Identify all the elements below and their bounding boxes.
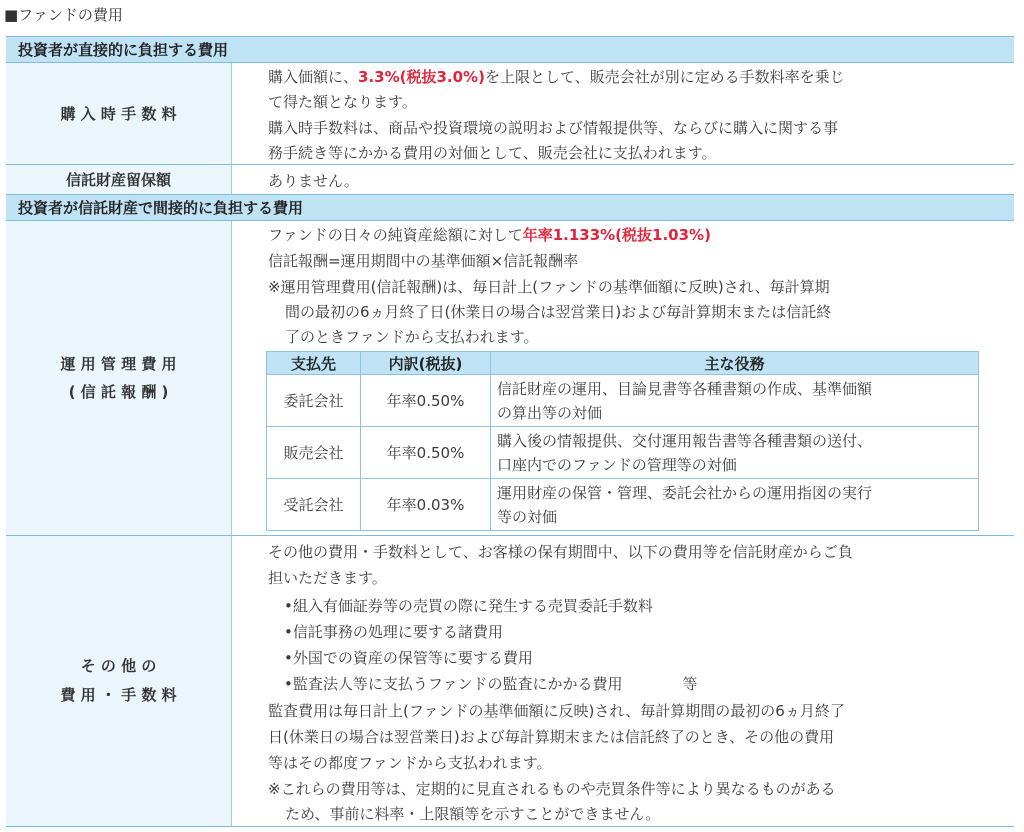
management-fee-note-line-1: ※運用管理費用(信託報酬)は、毎日計上(ファンドの基準価額に反映)され、毎計算期 — [268, 278, 830, 296]
other-fees-note-1: ※これらの費用等は、定期的に見直されるものや売買条件等により異なるものがある — [268, 780, 836, 798]
management-fee-annual-rate: 年率1.133%(税抜1.03%) — [522, 226, 711, 244]
management-fee-note-line-3: 了のときファンドから支払われます。 — [285, 328, 539, 346]
section-header-direct-costs: 投資者が直接的に負担する費用 — [6, 36, 1014, 63]
page-title: ■ファンドの費用 — [4, 6, 123, 24]
fee-breakdown-header-row — [267, 352, 979, 375]
purchase-fee-max-rate: 3.3%(税抜3.0%) — [358, 68, 485, 86]
rate-cell: 年率0.03% — [361, 479, 491, 531]
role-cell: 運用財産の保管・管理、委託会社からの運用指図の実行 等の対価 — [491, 479, 979, 531]
management-fee-label-line-2: ( 信 託 報 酬 ) — [68, 383, 169, 401]
table-row — [267, 427, 979, 479]
column-header-rate: 内訳(税抜) — [361, 352, 491, 375]
payee-cell: 販売会社 — [267, 427, 361, 479]
retention-value: ありません。 — [268, 172, 359, 190]
purchase-fee-line-1: 購入価額に、3.3%(税抜3.0%)を上限として、販売会社が別に定める手数料率を乗じ — [268, 68, 845, 86]
management-fee-label — [6, 221, 232, 535]
other-fees-line-3: 監査費用は毎日計上(ファンドの基準価額に反映)され、毎計算期間の最初の6ヵ月終了 — [268, 702, 845, 720]
payee-cell: 委託会社 — [267, 375, 361, 427]
column-header-payee: 支払先 — [267, 352, 361, 375]
table-bottom-border — [6, 826, 1014, 827]
purchase-fee-label: 購 入 時 手 数 料 — [6, 63, 232, 164]
payee-cell: 受託会社 — [267, 479, 361, 531]
column-header-role: 主な役務 — [491, 352, 979, 375]
rate-cell: 年率0.50% — [361, 427, 491, 479]
purchase-fee-line-2: て得た額となります。 — [268, 93, 417, 111]
other-fees-bullet-3: •外国での資産の保管等に要する費用 — [284, 649, 533, 667]
other-fees-bullet-2: •信託事務の処理に要する諸費用 — [284, 623, 503, 641]
fee-breakdown-table — [266, 351, 979, 531]
other-fees-label-line-2: 費 用 ・ 手 数 料 — [60, 686, 177, 704]
other-fees-line-4: 日(休業日の場合は翌営業日)および毎計算期末または信託終了のとき、その他の費用 — [268, 728, 835, 746]
other-fees-note-2: ため、事前に料率・上限額等を示すことができません。 — [285, 805, 661, 823]
table-row — [267, 479, 979, 531]
purchase-fee-line-3: 購入時手数料は、商品や投資環境の説明および情報提供等、ならびに購入に関する事 — [268, 119, 839, 137]
purchase-fee-line-4: 務手続き等にかかる費用の対価として、販売会社に支払われます。 — [268, 144, 717, 162]
retention-label: 信託財産留保額 — [6, 165, 232, 194]
other-fees-line-5: 等はその都度ファンドから支払われます。 — [268, 754, 552, 772]
other-fees-label-line-1: そ の 他 の — [80, 657, 157, 675]
management-fee-note-line-2: 間の最初の6ヵ月終了日(休業日の場合は翌営業日)および毎計算期末または信託終 — [285, 303, 832, 321]
other-fees-bullet-1: •組入有価証券等の売買の際に発生する売買委託手数料 — [284, 597, 653, 615]
role-cell: 信託財産の運用、目論見書等各種書類の作成、基準価額 の算出等の対価 — [491, 375, 979, 427]
rate-cell: 年率0.50% — [361, 375, 491, 427]
management-fee-label-line-1: 運 用 管 理 費 用 — [60, 355, 177, 373]
other-fees-label — [6, 536, 232, 826]
other-fees-bullet-4: •監査法人等に支払うファンドの監査にかかる費用 等 — [284, 675, 698, 693]
role-cell: 購入後の情報提供、交付運用報告書等各種書類の送付、 口座内でのファンドの管理等の対価 — [491, 427, 979, 479]
other-fees-line-1: その他の費用・手数料として、お客様の保有期間中、以下の費用等を信託財産からご負 — [268, 543, 853, 561]
table-row — [267, 375, 979, 427]
other-fees-line-2: 担いただきます。 — [268, 569, 387, 587]
section-header-indirect-costs: 投資者が信託財産で間接的に負担する費用 — [6, 194, 1014, 221]
management-fee-line-1: ファンドの日々の純資産総額に対して年率1.133%(税抜1.03%) — [268, 226, 711, 244]
management-fee-line-2: 信託報酬=運用期間中の基準価額×信託報酬率 — [268, 252, 579, 270]
